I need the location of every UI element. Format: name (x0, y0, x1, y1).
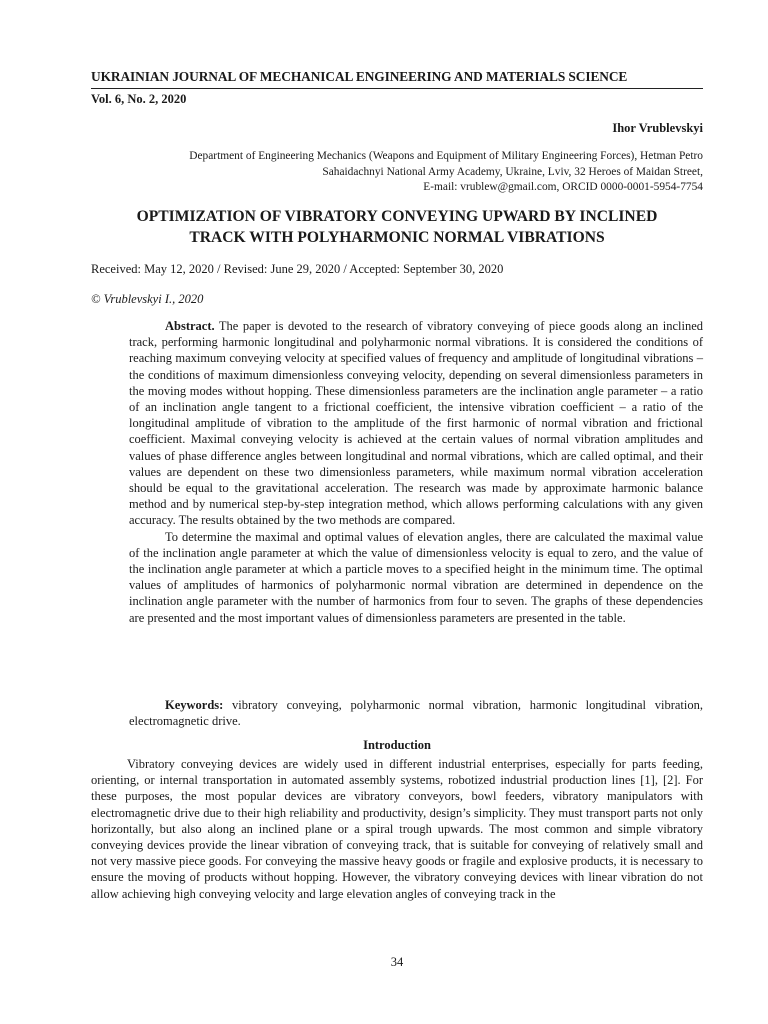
copyright-notice: © Vrublevskyi I., 2020 (91, 292, 204, 306)
abstract-paragraph (129, 318, 703, 529)
section-heading-introduction: Introduction (363, 738, 431, 752)
volume-issue: Vol. 6, No. 2, 2020 (91, 92, 187, 106)
publication-dates: Received: May 12, 2020 / Revised: June 29, 2020 / Accepted: September 30, 2020 (91, 262, 504, 276)
paper-title-line: OPTIMIZATION OF VIBRATORY CONVEYING UPWARD BY INCLINED (136, 208, 658, 225)
affiliation-contact-line: E-mail: vrublew@gmail.com, ORCID 0000-0001-5954-7754 (423, 181, 703, 193)
keywords (129, 697, 703, 729)
keywords-text: vibratory conveying, polyharmonic normal vibration, harmonic longitudinal vibration, electromagnetic drive. (129, 698, 703, 729)
abstract-paragraph: To determine the maximal and optimal values of elevation angles, there are calculated the maximal value of the inclination angle parameter at which the value of dimensionless velocity is equal to zero, and the value of the inclination angle parameter at which a particle moves to a specified height in the minimum time. The optimal values of amplitudes of harmonics of polyharmonic normal vibration are determined in dependence on the inclination angle parameter with the number of harmonics from four to seven. The graphs of these dependencies are presented and the most important values of dimensionless parameters are presented in the table. (129, 529, 703, 625)
keywords-label: Keywords: (165, 698, 224, 712)
author-affiliation (115, 149, 703, 196)
paper-page (91, 0, 703, 1024)
abstract-text: The paper is devoted to the research of vibratory conveying of piece goods along an inclined track, performing harmonic longitudinal and polyharmonic normal vibrations. It is considered the conditions of reaching maximum conveying velocity at specified values of frequency and amplitude of longitudinal vibrations – the conditions of maximum dimensionless conveying velocity, depending on several dimensionless parameters in the moving modes without hopping. These dimensionless parameters are the inclination angle parameter – a ratio of an inclination angle tangent to a frictional coefficient, the intensive vibration coefficient – a ratio of the longitudinal amplitude of vibration to the amplitude of the first harmonic of normal vibration and frictional coefficient. Maximal conveying velocity is achieved at the certain values of normal vibration amplitudes and values of phase difference angles between longitudinal and normal vibrations, which are called optimal, and their values are dependent on these two dimensionless parameters, while maximum normal vibration acceleration should be equal to the gravitational acceleration. The research was made by approximate harmonic balance method and by numerical step-by-step integration method, which allows performing calculations with any given accuracy. The results obtained by the two methods are compared. (129, 319, 703, 528)
page-number: 34 (390, 955, 404, 969)
abstract-label: Abstract. (165, 319, 215, 333)
journal-title: UKRAINIAN JOURNAL OF MECHANICAL ENGINEERING AND MATERIALS SCIENCE (91, 69, 628, 84)
affiliation-line: Department of Engineering Mechanics (Weapons and Equipment of Military Engineering Forces), Hetman Petro (189, 150, 703, 162)
paper-title-line: TRACK WITH POLYHARMONIC NORMAL VIBRATIONS (189, 229, 605, 246)
affiliation-line: Sahaidachnyi National Army Academy, Ukraine, Lviv, 32 Heroes of Maidan Street, (322, 165, 703, 178)
abstract (129, 318, 703, 626)
author-name: Ihor Vrublevskyi (612, 121, 703, 135)
introduction-paragraph: Vibratory conveying devices are widely used in different industrial enterprises, especially for parts feeding, orienting, or internal transportation in automated assembly systems, robotized industrial production lines [1], [2]. For these purposes, the most popular devices are vibratory conveyors, bowl feeders, vibratory manipulators with electromagnetic drive due to their high reliability and productivity, design’s simplicity. They must transport parts not only horizontally, but also along an inclined plane or a spiral trough upwards. The most common and simple vibratory conveying devices provide the linear vibration of conveying track, that is suitable for conveying of relatively small and not very massive piece goods. For conveying the massive heavy goods or fragile and explosive products, it is necessary to ensure the moving of products without hopping. However, the vibratory conveying devices with linear vibration do not allow achieving high conveying velocity and large elevation angles of conveying track in the (91, 757, 703, 901)
header-rule (91, 88, 703, 89)
paper-title (91, 206, 703, 248)
